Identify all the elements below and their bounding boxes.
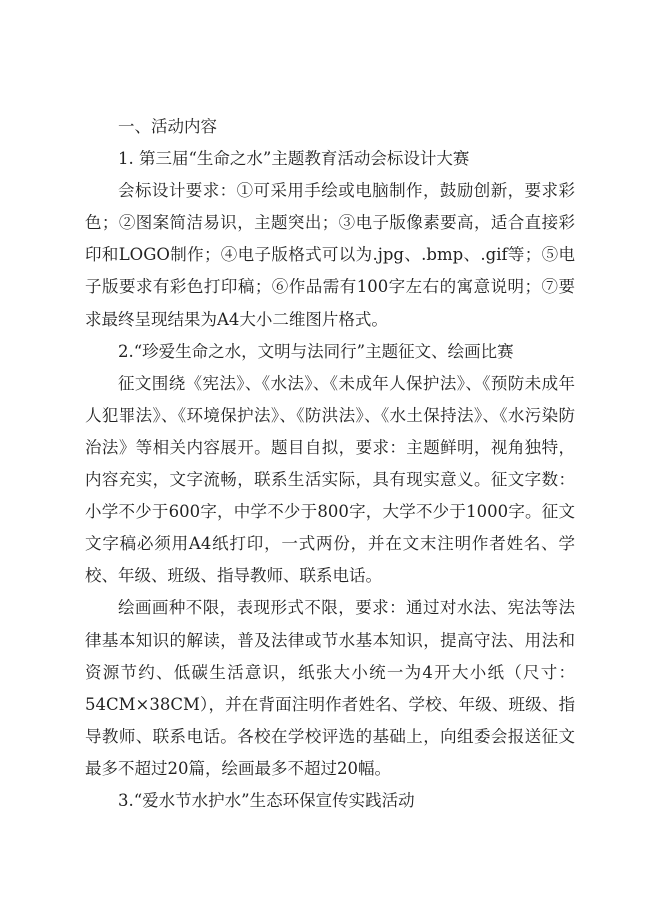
item3-title: 3.“爱水节水护水”生态环保宣传实践活动: [118, 790, 415, 810]
item2-essay-requirements: 征文围绕《宪法》、《水法》、《未成年人保护法》、《预防未成年人犯罪法》、《环境保护法》、《防洪法》、《水土保持法》、《水污染防治法》等相关内容展开。题目自拟，要求：主题鲜明，视角独特，内容充实，文字流畅，联系生活实际，具有现实意义。征文字数：小学不少于600字，中学不少于800字，大学不少于1000字。征文文字稿必须用A4纸打印，一式两份，并在文末注明作者姓名、学校、年级、班级、指导教师、联系电话。: [85, 373, 575, 586]
item1-title: 1. 第三届“生命之水”主题教育活动会标设计大赛: [118, 149, 470, 169]
section-heading: 一、活动内容: [118, 117, 217, 136]
document-body: [85, 111, 575, 817]
item2-title: 2.“珍爱生命之水，文明与法同行”主题征文、绘画比赛: [118, 341, 514, 361]
item1-body: 会标设计要求：①可采用手绘或电脑制作，鼓励创新，要求彩色；②图案简洁易识，主题突出；③电子版像素要高，适合直接彩印和LOGO制作；④电子版格式可以为.jpg、.bmp、.gif等；⑤电子版要求有彩色打印稿；⑥作品需有100字左右的寓意说明；⑦要求最终呈现结果为A4大小二维图片格式。: [85, 181, 575, 329]
item2-painting-requirements: 绘画画种不限，表现形式不限，要求：通过对水法、宪法等法律基本知识的解读，普及法律或节水基本知识，提高守法、用法和资源节约、低碳生活意识，纸张大小统一为4开大小纸（尺寸：54CM×38CM），并在背面注明作者姓名、学校、年级、班级、指导教师、联系电话。各校在学校评选的基础上，向组委会报送征文最多不超过20篇，绘画最多不超过20幅。: [85, 598, 575, 778]
